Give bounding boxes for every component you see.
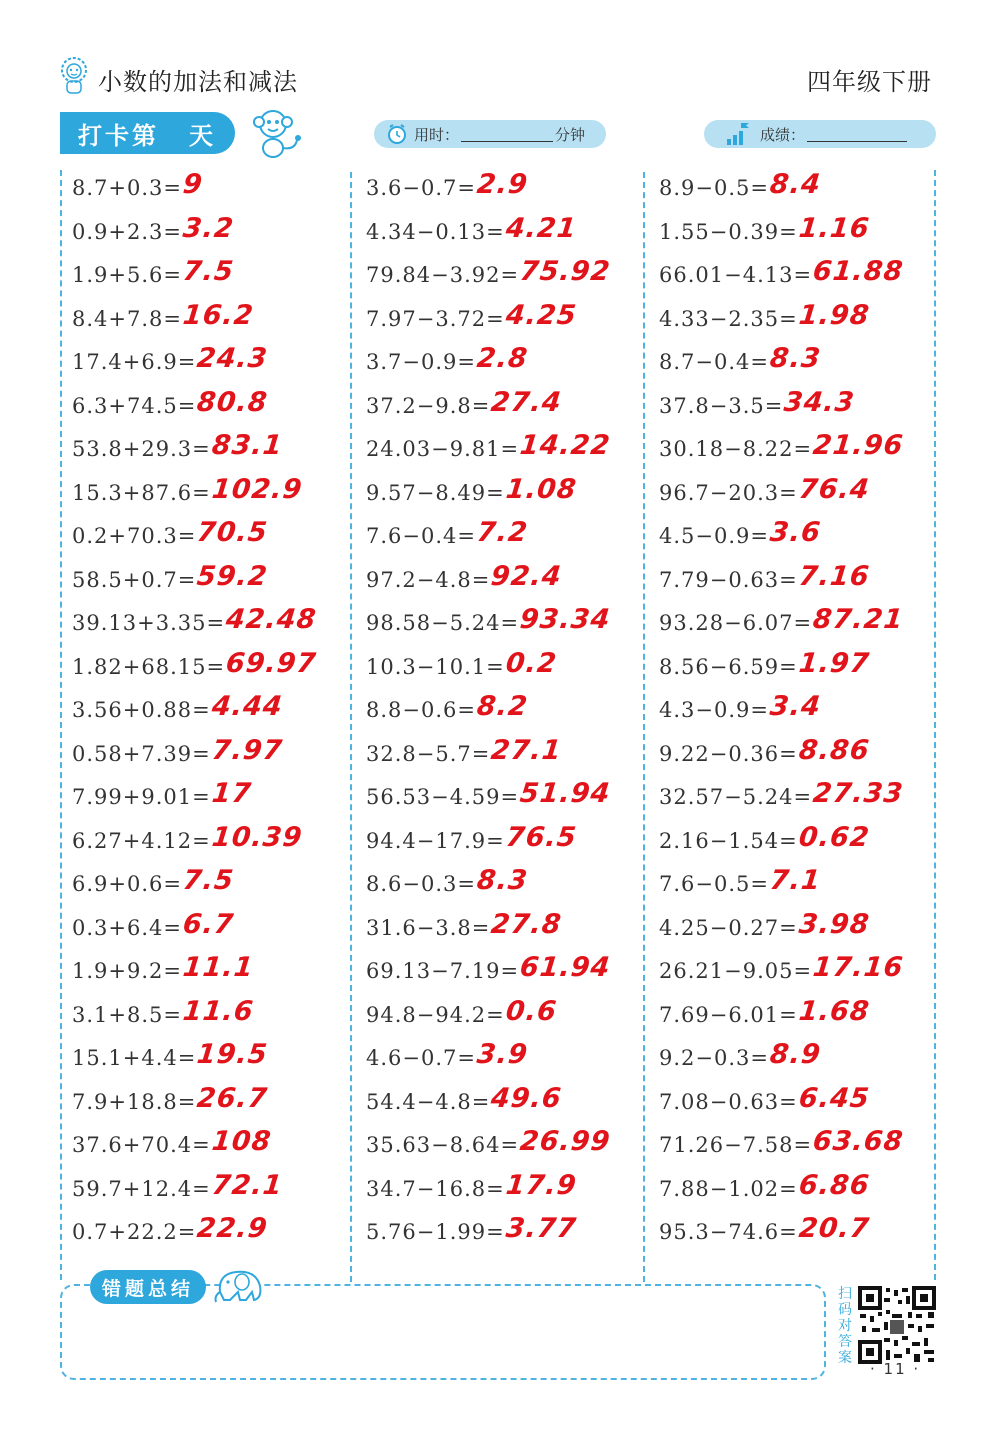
handwritten-answer: 22.9: [195, 1213, 270, 1244]
handwritten-answer: 34.3: [782, 386, 857, 418]
problem-equation: 37.2−9.8=: [366, 393, 491, 418]
problem-equation: 4.34−0.13=: [366, 219, 505, 244]
column-divider: [643, 172, 645, 1282]
handwritten-answer: 14.22: [518, 430, 613, 461]
handwritten-answer: 59.2: [195, 560, 270, 592]
handwritten-answer: 9: [181, 169, 205, 200]
handwritten-answer: 76.5: [504, 821, 579, 853]
page-title: 小数的加法和减法: [98, 68, 298, 96]
qr-code-icon[interactable]: [858, 1286, 936, 1364]
problem-equation: 79.84−3.92=: [366, 263, 520, 287]
problem-equation: 5.76−1.99=: [366, 1220, 505, 1244]
problem-equation: 1.55−0.39=: [659, 219, 798, 244]
problem-equation: 97.2−4.8=: [366, 567, 491, 592]
handwritten-answer: 6.45: [797, 1082, 872, 1114]
problem-equation: 24.03−9.81=: [366, 437, 520, 461]
problem-equation: 3.56+0.88=: [72, 698, 211, 722]
handwritten-answer: 11.1: [181, 952, 256, 983]
handwritten-answer: 1.16: [797, 212, 872, 244]
handwritten-answer: 8.4: [768, 169, 823, 200]
handwritten-answer: 27.4: [489, 386, 564, 418]
problem-equation: 8.8−0.6=: [366, 698, 476, 722]
problem-equation: 30.18−8.22=: [659, 437, 813, 461]
problem-equation: 66.01−4.13=: [659, 263, 813, 287]
problem-equation: 4.33−2.35=: [659, 306, 798, 331]
handwritten-answer: 51.94: [518, 778, 613, 809]
problem-equation: 37.8−3.5=: [659, 393, 784, 418]
problem-equation: 10.3−10.1=: [366, 654, 505, 679]
problem-equation: 0.3+6.4=: [72, 915, 182, 940]
problem-equation: 8.56−6.59=: [659, 654, 798, 679]
handwritten-answer: 3.77: [504, 1213, 579, 1244]
problem-equation: 8.4+7.8=: [72, 306, 182, 331]
problem-equation: 26.21−9.05=: [659, 959, 813, 983]
problem-equation: 9.22−0.36=: [659, 741, 798, 766]
problem-equation: 32.8−5.7=: [366, 741, 491, 766]
handwritten-answer: 26.7: [195, 1082, 270, 1114]
problem-equation: 8.6−0.3=: [366, 872, 476, 896]
mistake-summary-label: 错题总结: [90, 1270, 206, 1304]
handwritten-answer: 3.9: [475, 1039, 530, 1070]
problem-equation: 4.3−0.9=: [659, 698, 769, 722]
problem-equation: 3.6−0.7=: [366, 176, 476, 200]
handwritten-answer: 1.08: [504, 473, 579, 505]
problem-equation: 8.7−0.4=: [659, 350, 769, 374]
problem-equation: 95.3−74.6=: [659, 1220, 798, 1244]
problem-equation: 8.9−0.5=: [659, 176, 769, 200]
problem-equation: 39.13+3.35=: [72, 611, 226, 635]
problem-equation: 96.7−20.3=: [659, 480, 798, 505]
handwritten-answer: 92.4: [489, 560, 564, 592]
problem-equation: 7.99+9.01=: [72, 785, 211, 809]
clockin-label: 打卡第: [78, 121, 159, 150]
handwritten-answer: 7.5: [181, 865, 236, 896]
handwritten-answer: 26.99: [518, 1126, 613, 1157]
problem-equation: 37.6+70.4=: [72, 1133, 211, 1157]
problem-equation: 7.9+18.8=: [72, 1089, 197, 1114]
problem-equation: 34.7−16.8=: [366, 1176, 505, 1201]
handwritten-answer: 3.6: [768, 517, 823, 548]
problem-equation: 93.28−6.07=: [659, 611, 813, 635]
handwritten-answer: 1.98: [797, 299, 872, 331]
time-label: 用时：: [414, 125, 460, 144]
handwritten-answer: 80.8: [195, 386, 270, 418]
problem-equation: 53.8+29.3=: [72, 437, 211, 461]
handwritten-answer: 8.9: [768, 1039, 823, 1070]
lion-mascot-icon: [58, 56, 90, 96]
elephant-mascot-icon: [212, 1262, 270, 1304]
handwritten-answer: 11.6: [181, 995, 256, 1027]
problem-equation: 0.58+7.39=: [72, 741, 211, 766]
problem-equation: 35.63−8.64=: [366, 1133, 520, 1157]
handwritten-answer: 7.97: [210, 734, 285, 766]
handwritten-answer: 76.4: [797, 473, 872, 505]
problem-equation: 4.6−0.7=: [366, 1046, 476, 1070]
problem-equation: 31.6−3.8=: [366, 915, 491, 940]
handwritten-answer: 3.2: [181, 212, 236, 244]
handwritten-answer: 4.44: [210, 691, 285, 722]
handwritten-answer: 27.1: [489, 734, 564, 766]
handwritten-answer: 0.62: [797, 821, 872, 853]
handwritten-answer: 6.7: [181, 908, 236, 940]
time-blank[interactable]: [461, 127, 553, 142]
handwritten-answer: 4.25: [504, 299, 579, 331]
handwritten-answer: 7.5: [181, 256, 236, 287]
grade-label: 四年级下册: [807, 68, 932, 96]
handwritten-answer: 93.34: [518, 604, 613, 635]
handwritten-answer: 49.6: [489, 1082, 564, 1114]
handwritten-answer: 17: [210, 778, 254, 809]
monkey-mascot-icon: [245, 104, 305, 160]
time-unit: 分钟: [555, 125, 586, 144]
problem-equation: 1.9+9.2=: [72, 959, 182, 983]
problem-equation: 54.4−4.8=: [366, 1089, 491, 1114]
scan-qr-label: 扫码对答案: [838, 1286, 852, 1366]
handwritten-answer: 7.2: [475, 517, 530, 548]
handwritten-answer: 83.1: [210, 430, 285, 461]
handwritten-answer: 70.5: [195, 517, 270, 548]
problem-equation: 7.97−3.72=: [366, 306, 505, 331]
time-field: [374, 120, 606, 148]
problem-equation: 58.5+0.7=: [72, 567, 197, 592]
handwritten-answer: 102.9: [210, 473, 305, 505]
handwritten-answer: 3.98: [797, 908, 872, 940]
problem-equation: 9.2−0.3=: [659, 1046, 769, 1070]
handwritten-answer: 24.3: [195, 343, 270, 374]
handwritten-answer: 8.3: [768, 343, 823, 374]
problem-equation: 3.7−0.9=: [366, 350, 476, 374]
handwritten-answer: 1.68: [797, 995, 872, 1027]
problem-equation: 6.9+0.6=: [72, 872, 182, 896]
problem-equation: 0.9+2.3=: [72, 219, 182, 244]
handwritten-answer: 42.48: [224, 604, 319, 635]
score-label: 成绩：: [760, 125, 806, 144]
handwritten-answer: 6.86: [797, 1169, 872, 1201]
problem-equation: 9.57−8.49=: [366, 480, 505, 505]
clockin-day-label: 天: [189, 121, 216, 150]
handwritten-answer: 19.5: [195, 1039, 270, 1070]
handwritten-answer: 16.2: [181, 299, 256, 331]
problem-equation: 3.1+8.5=: [72, 1002, 182, 1027]
handwritten-answer: 75.92: [518, 256, 613, 287]
handwritten-answer: 0.6: [504, 995, 559, 1027]
problem-equation: 59.7+12.4=: [72, 1176, 211, 1201]
column-divider: [350, 172, 352, 1282]
problem-equation: 1.82+68.15=: [72, 654, 226, 679]
handwritten-answer: 7.1: [768, 865, 823, 896]
problem-equation: 6.3+74.5=: [72, 393, 197, 418]
handwritten-answer: 21.96: [811, 430, 906, 461]
handwritten-answer: 27.8: [489, 908, 564, 940]
handwritten-answer: 87.21: [811, 604, 906, 635]
handwritten-answer: 8.86: [797, 734, 872, 766]
problem-equation: 56.53−4.59=: [366, 785, 520, 809]
handwritten-answer: 17.9: [504, 1169, 579, 1201]
problem-equation: 98.58−5.24=: [366, 611, 520, 635]
clock-icon: [386, 122, 408, 146]
problem-equation: 7.69−6.01=: [659, 1002, 798, 1027]
problem-equation: 32.57−5.24=: [659, 785, 813, 809]
problem-equation: 7.88−1.02=: [659, 1176, 798, 1201]
handwritten-answer: 10.39: [210, 821, 305, 853]
handwritten-answer: 61.94: [518, 952, 613, 983]
problem-equation: 94.4−17.9=: [366, 828, 505, 853]
problem-equation: 0.7+22.2=: [72, 1220, 197, 1244]
handwritten-answer: 20.7: [797, 1213, 872, 1244]
handwritten-answer: 7.16: [797, 560, 872, 592]
handwritten-answer: 69.97: [224, 647, 319, 679]
handwritten-answer: 63.68: [811, 1126, 906, 1157]
handwritten-answer: 27.33: [811, 778, 906, 809]
problem-equation: 1.9+5.6=: [72, 263, 182, 287]
problem-equation: 0.2+70.3=: [72, 524, 197, 548]
problem-equation: 2.16−1.54=: [659, 828, 798, 853]
problem-equation: 17.4+6.9=: [72, 350, 197, 374]
problem-equation: 15.3+87.6=: [72, 480, 211, 505]
handwritten-answer: 8.2: [475, 691, 530, 722]
handwritten-answer: 3.4: [768, 691, 823, 722]
bar-chart-icon: [725, 121, 751, 147]
problem-equation: 7.6−0.5=: [659, 872, 769, 896]
handwritten-answer: 4.21: [504, 212, 579, 244]
problem-equation: 7.08−0.63=: [659, 1089, 798, 1114]
problem-equation: 71.26−7.58=: [659, 1133, 813, 1157]
problem-equation: 8.7+0.3=: [72, 176, 182, 200]
handwritten-answer: 108: [210, 1126, 274, 1157]
handwritten-answer: 8.3: [475, 865, 530, 896]
problem-equation: 69.13−7.19=: [366, 959, 520, 983]
handwritten-answer: 0.2: [504, 647, 559, 679]
problem-equation: 4.5−0.9=: [659, 524, 769, 548]
problem-equation: 4.25−0.27=: [659, 915, 798, 940]
problem-equation: 7.79−0.63=: [659, 567, 798, 592]
handwritten-answer: 2.9: [475, 169, 530, 200]
score-blank[interactable]: [807, 127, 907, 142]
clockin-banner: [60, 112, 235, 154]
page-number: · 11 ·: [870, 1360, 921, 1378]
problem-equation: 94.8−94.2=: [366, 1002, 505, 1027]
problem-equation: 7.6−0.4=: [366, 524, 476, 548]
problem-equation: 6.27+4.12=: [72, 828, 211, 853]
handwritten-answer: 1.97: [797, 647, 872, 679]
handwritten-answer: 17.16: [811, 952, 906, 983]
handwritten-answer: 61.88: [811, 256, 906, 287]
handwritten-answer: 2.8: [475, 343, 530, 374]
problem-equation: 15.1+4.4=: [72, 1046, 197, 1070]
handwritten-answer: 72.1: [210, 1169, 285, 1201]
